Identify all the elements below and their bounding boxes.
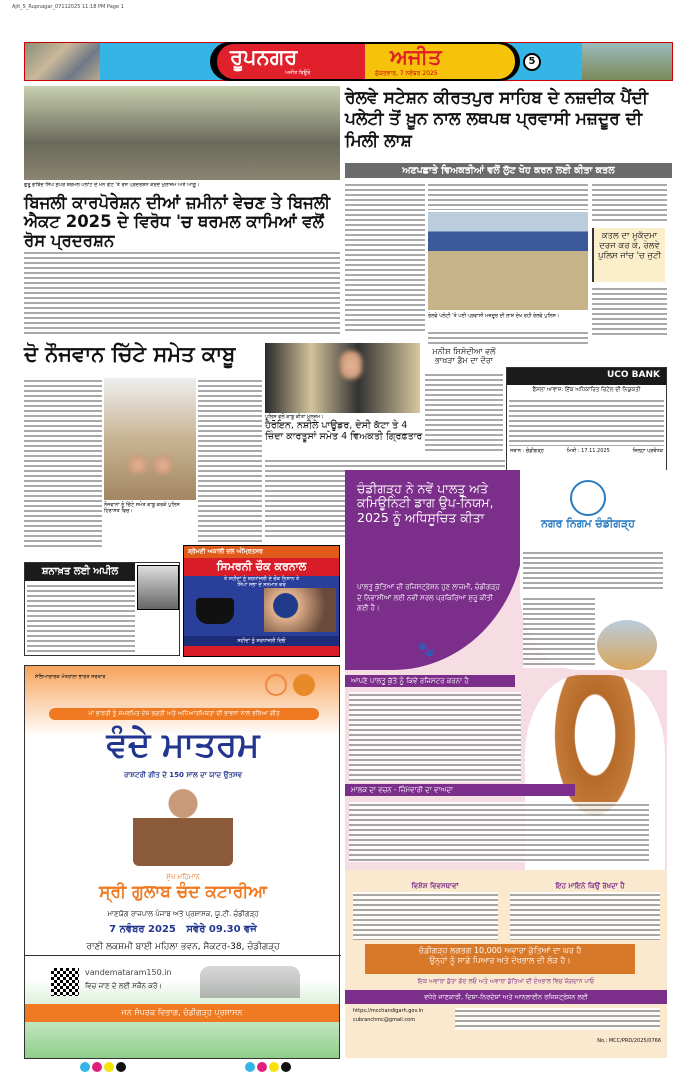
arrest-body-left bbox=[24, 378, 102, 548]
dog-ad-org: ਨਗਰ ਨਿਗਮ ਚੰਡੀਗੜ੍ਹ bbox=[541, 517, 635, 530]
uco-bank-date: ਮਿਤੀ : 17.11.2025 bbox=[566, 448, 610, 454]
crowd-silhouette bbox=[200, 966, 300, 998]
lead-body-col4-top bbox=[592, 182, 667, 224]
print-slug: Ajit_5_Rupnagar_07112025 11:18 PM Page 1 bbox=[12, 4, 124, 10]
dog-ad-sub: ਪਾਲਤੂ ਕੁੱਤਿਆਂ ਦੀ ਰਜਿਸਟ੍ਰੇਸ਼ਨ ਹੁਣ ਲਾਜ਼ਮੀ, ਚੰਡੀਗੜ੍ਹ ਦੇ ਨਿਵਾਸੀਆਂ ਲਈ ਨਵੀਂ ਸਰਲ ਪ੍ਰਕਿਰਿਆ ਸ਼ੁਰੂ ਕੀਤੀ ਗਈ ਹੈ। bbox=[357, 583, 500, 612]
lead-highlight-box: ਕਤਲ ਦਾ ਮੁਕੱਦਮਾ ਦਰਜ ਕਰ ਕੇ, ਰੇਲਵੇ ਪੁਲਿਸ ਜਾਂਚ 'ਚ ਜੁਟੀ bbox=[592, 228, 665, 282]
vande-mataram-ad bbox=[24, 665, 340, 1059]
protest-photo bbox=[24, 86, 340, 180]
page-number: 5 bbox=[523, 53, 541, 71]
masthead-city: ਰੂਪਨਗਰ bbox=[230, 45, 298, 69]
arrest-headline: ਦੋ ਨੌਜਵਾਨ ਚਿੱਟੇ ਸਮੇਤ ਕਾਬੂ bbox=[24, 342, 236, 366]
arrest-caption: ਨੌਜਵਾਨਾਂ ਨੂੰ ਚਿੱਟੇ ਸਮੇਤ ਕਾਬੂ ਕਰਕੇ ਪੁਲਿਸ ਹਿਰਾਸਤ ਵਿਚ। bbox=[104, 502, 180, 514]
akali-ad-bowl bbox=[196, 598, 234, 624]
guest-role: ਮਾਣਯੋਗ ਰਾਜਪਾਲ ਪੰਜਾਬ ਅਤੇ ਪ੍ਰਸ਼ਾਸਕ, ਯੂ.ਟੀ. ਚੰਡੀਗੜ੍ਹ bbox=[107, 910, 259, 918]
heroin-caption: ਪੁਲਿਸ ਵਲੋਂ ਕਾਬੂ ਕੀਤਾ ਮੁਲਜ਼ਮ। bbox=[265, 414, 324, 420]
protest-headline: ਬਿਜਲੀ ਕਾਰਪੋਰੇਸ਼ਨ ਦੀਆਂ ਜ਼ਮੀਨਾਂ ਵੇਚਣ ਤੇ ਬਿਜਲੀ ਐਕਟ 2025 ਦੇ ਵਿਰੋਧ 'ਚ ਥਰਮਲ ਕਾਮਿਆਂ ਵਲੋਂ ਰੋਸ ਪ੍ਰਦਰਸ਼ਨ bbox=[24, 193, 331, 250]
lead-body-top bbox=[428, 182, 588, 210]
uco-bank-title: ਫੈਸਲਾ ਆਵਾਜ਼: ਇੱਕ ਅਧਿਕਾਰਿਤ ਰਿਟੇਲ ਦੀ ਨਿਯੁਕਤੀ bbox=[532, 387, 641, 393]
dog-ad-section2: ਮਾਲਕ ਦਾ ਵਚਨ - ਜ਼ਿੰਮੇਵਾਰੀ ਦਾ ਵਾਅਦਾ bbox=[345, 784, 575, 796]
vande-banner: ਮਾਂ ਭਾਰਤੀ ਨੂੰ ਸਮਰਪਿਤ ਦੇਸ਼ ਭਗਤੀ ਅਤੇ ਅਧਿਆਤਮਿਕਤਾ ਦੀ ਭਾਵਨਾ ਨਾਲ ਭਰਿਆ ਗੀਤ bbox=[49, 708, 319, 720]
paw-icon: 🐾 bbox=[417, 642, 435, 658]
arrest-photo bbox=[104, 378, 196, 500]
protest-body bbox=[24, 250, 340, 334]
website-link[interactable]: vandemataram150.in bbox=[85, 968, 172, 977]
akali-ad-top: ਸ਼੍ਰੋਮਣੀ ਅਕਾਲੀ ਦਲ ਅੰਮ੍ਰਿਤਸਰ bbox=[184, 546, 339, 558]
banner-line1: ਚੰਡੀਗੜ੍ਹ ਲਗਭਗ 10,000 ਅਵਾਰਾ ਕੁੱਤਿਆਂ ਦਾ ਘਰ ਹੈ bbox=[418, 946, 582, 955]
event-venue: ਰਾਣੀ ਲਕਸ਼ਮੀ ਬਾਈ ਮਹਿਲਾ ਭਵਨ, ਸੈਕਟਰ-38, ਚੰਡੀਗੜ੍ਹ bbox=[25, 942, 341, 956]
dog-ad-headline: ਚੰਡੀਗੜ੍ਹ ਨੇ ਨਵੇਂ ਪਾਲਤੂ ਅਤੇ ਕਮਿਊਨਿਟੀ ਡਾਗ ਉਪ-ਨਿਯਮ, 2025 ਨੂੰ ਅਧਿਸੂਚਿਤ ਕੀਤਾ bbox=[357, 481, 494, 525]
banner-line2: ਉਨ੍ਹਾਂ ਨੂੰ ਸਾਡੇ ਪਿਆਰ ਅਤੇ ਦੇਖਭਾਲ ਦੀ ਲੋੜ ਹੈ। bbox=[429, 956, 571, 965]
logo-icon bbox=[265, 674, 287, 696]
dog-ad-section1: ਆਪਣੇ ਪਾਲਤੂ ਕੁੱਤੇ ਨੂੰ ਕਿਵੇਂ ਰਜਿਸਟਰ ਕਰਨਾ ਹੈ bbox=[345, 675, 515, 687]
masthead-date: ਸ਼ੁੱਕਰਵਾਰ, 7 ਨਵੰਬਰ 2025 bbox=[375, 70, 438, 77]
vande-title: ਵੰਦੇ ਮਾਤਰਮ bbox=[106, 725, 260, 765]
akali-ad-bar: ਸ਼ਹੀਦਾਂ ਨੂੰ ਸ਼ਰਧਾਂਜਲੀ ਦਿਓ bbox=[184, 636, 339, 646]
masthead-paper: ਅਜੀਤ bbox=[390, 45, 442, 69]
akali-ad-line1: ਤੇ ਸ਼ਹੀਦਾਂ ਨੂੰ ਸ਼ਰਧਾਂਜਲੀ ਦੇ ਚੌਕ ਨਿਸ਼ਾਨ ਤੇ bbox=[223, 576, 300, 582]
akali-dal-ad bbox=[183, 545, 340, 657]
akali-ad-portraits bbox=[264, 588, 336, 632]
event-time: 7 ਨਵੰਬਰ 2025 ਸਵੇਰੇ 09.30 ਵਜੇ bbox=[109, 924, 257, 935]
heroin-photo bbox=[265, 343, 420, 413]
uco-bank-name: UCO BANK bbox=[507, 368, 666, 385]
vande-subtitle: ਰਾਸ਼ਟਰੀ ਗੀਤ ਦੇ 150 ਸਾਲ ਦਾ ਯਾਦ ਉਤਸਵ bbox=[123, 771, 243, 779]
ministry-label: ਸੱਭਿਆਚਾਰਕ ਮੰਤਰਾਲਾ ਭਾਰਤ ਸਰਕਾਰ bbox=[35, 674, 106, 680]
appeal-title: ਸ਼ਨਾਖ਼ਤ ਲਈ ਅਪੀਲ bbox=[25, 563, 135, 581]
lead-body-col3 bbox=[428, 330, 588, 344]
lead-body-col1 bbox=[345, 182, 425, 332]
masthead-photo-left bbox=[25, 43, 100, 80]
guest-name: ਸ੍ਰੀ ਗੁਲਾਬ ਚੰਦ ਕਟਾਰੀਆ bbox=[99, 882, 267, 902]
dog-bylaws-ad bbox=[345, 470, 667, 1058]
color-bar bbox=[245, 1062, 293, 1072]
adopt-text: ਇਕ ਅਵਾਰਾ ਕੁੱਤਾ ਗੋਦ ਲਓ ਅਤੇ ਅਵਾਰਾ ਕੁੱਤਿਆਂ ਦੀ ਦੇਖਭਾਲ ਵਿਚ ਯੋਗਦਾਨ ਪਾਓ bbox=[417, 978, 595, 985]
masthead bbox=[24, 42, 673, 81]
protest-caption: ਗੁਰੂ ਗੋਬਿੰਦ ਸਿੰਘ ਸੁਪਰ ਥਰਮਲ ਪਲਾਂਟ ਦੇ ਮੇਨ ਗੇਟ 'ਤੇ ਰੋਸ ਪ੍ਰਦਰਸ਼ਨ ਕਰਦੇ ਮੁਲਾਜ਼ਮ ਅਤੇ ਆਗੂ। bbox=[24, 182, 200, 188]
lead-photo bbox=[428, 212, 588, 310]
vet-photo bbox=[597, 620, 657, 670]
dog-ad-banner bbox=[365, 944, 635, 974]
mc-logo bbox=[570, 480, 606, 516]
masthead-sub: ਅਜੀਤ ਬਿਊਰੋ bbox=[285, 70, 311, 76]
manish-body bbox=[425, 372, 503, 454]
uco-bank-place: ਸਥਾਨ : ਚੰਡੀਗੜ੍ਹ bbox=[510, 448, 544, 454]
contact-email[interactable]: cubranchmc@gmail.com bbox=[353, 1017, 416, 1023]
contact-bar: ਵਧੇਰੇ ਜਾਣਕਾਰੀ, ਦਿਸ਼ਾ-ਨਿਰਦੇਸ਼ਾਂ ਅਤੇ ਆਨਲਾਈਨ ਰਜਿਸਟ੍ਰੇਸ਼ਨ ਲਈ bbox=[345, 990, 667, 1004]
heroin-headline: ਹੈਰੋਇਨ, ਨਸ਼ੀਲੇ ਪਾਊਡਰ, ਦੇਸੀ ਕੱਟਾ ਤੇ 4 ਜ਼ਿੰਦਾ ਕਾਰਤੂਸਾਂ ਸਮੇਤ 4 ਵਿਅਕਤੀ ਗ੍ਰਿਫ਼ਤਾਰ bbox=[265, 420, 423, 442]
uco-bank-sign: ਜ਼ਿਲ੍ਹਾ ਪ੍ਰਬੰਧਕ bbox=[632, 448, 663, 454]
dog-ad-col1: ਵਿਸ਼ੇਸ਼ ਵਿਵਸਥਾਵਾਂ bbox=[411, 882, 459, 890]
scan-text: ਵਿਚ ਜਾਣ ਦੇ ਲਈ ਸਕੈਨ ਕਰੋ। bbox=[85, 982, 163, 990]
lead-photo-caption: ਰੇਲਵੇ ਪਲੇਟੀ 'ਤੇ ਪਈ ਪ੍ਰਵਾਸੀ ਮਜ਼ਦੂਰ ਦੀ ਲਾਸ਼ ਦੇਖ ਰਹੀ ਰੇਲਵੇ ਪੁਲਿਸ। bbox=[428, 313, 560, 319]
vande-footer: ਜਨ ਸੰਪਰਕ ਵਿਭਾਗ, ਚੰਡੀਗੜ੍ਹ ਪ੍ਰਸ਼ਾਸਨ bbox=[25, 1004, 339, 1022]
manish-headline: ਮਨੀਸ਼ ਸਿਸੋਦੀਆ ਵਲੋਂ ਭਾਖੜਾ ਡੈਮ ਦਾ ਦੌਰਾ bbox=[432, 347, 496, 366]
identification-appeal bbox=[24, 562, 180, 656]
lead-body-col4 bbox=[592, 286, 667, 336]
emblem-icon bbox=[293, 674, 315, 696]
lead-subhead: ਅਣਪਛਾਤੇ ਵਿਅਕਤੀਆਂ ਵਲੋਂ ਲੁੱਟ ਖੋਹ ਕਰਨ ਲਈ ਕੀਤਾ ਕਤਲ bbox=[345, 163, 672, 178]
masthead-photo-right bbox=[582, 43, 672, 80]
color-bar bbox=[80, 1062, 128, 1072]
ad-ref: No.: MCC/PRD/2025/0766 bbox=[597, 1038, 661, 1044]
appeal-photo bbox=[137, 565, 179, 610]
akali-ad-line2: ਸਿੰਘਾਂ ਸਭਾ ਦੇ ਸਨਮਾਨ ਕਰੋ bbox=[237, 582, 286, 588]
akali-ad-title: ਸਿਮਰਨੀ ਚੌਕ ਕਰਨਾਲ bbox=[184, 558, 339, 576]
arrest-body-right bbox=[198, 378, 262, 543]
guest-photo bbox=[133, 786, 233, 866]
dog-ad-col2: ਇਹ ਮਾਇਨੇ ਕਿਉਂ ਰੱਖਦਾ ਹੈ bbox=[555, 882, 625, 890]
uco-bank-ad bbox=[506, 367, 667, 471]
guest-label: ਮੁੱਖ ਮਹਿਮਾਨ bbox=[166, 873, 200, 881]
qr-code[interactable] bbox=[51, 968, 79, 996]
contact-site[interactable]: https://mcchandigarh.gov.in bbox=[353, 1008, 424, 1014]
lead-headline: ਰੇਲਵੇ ਸਟੇਸ਼ਨ ਕੀਰਤਪੁਰ ਸਾਹਿਬ ਦੇ ਨਜ਼ਦੀਕ ਪੈਂਦੀ ਪਲੇਟੀ ਤੋਂ ਖ਼ੂਨ ਨਾਲ ਲਥਪਥ ਪ੍ਰਵਾਸੀ ਮਜ਼ਦੂਰ ਦੀ ਮਿਲੀ ਲਾਸ਼ bbox=[345, 88, 648, 151]
